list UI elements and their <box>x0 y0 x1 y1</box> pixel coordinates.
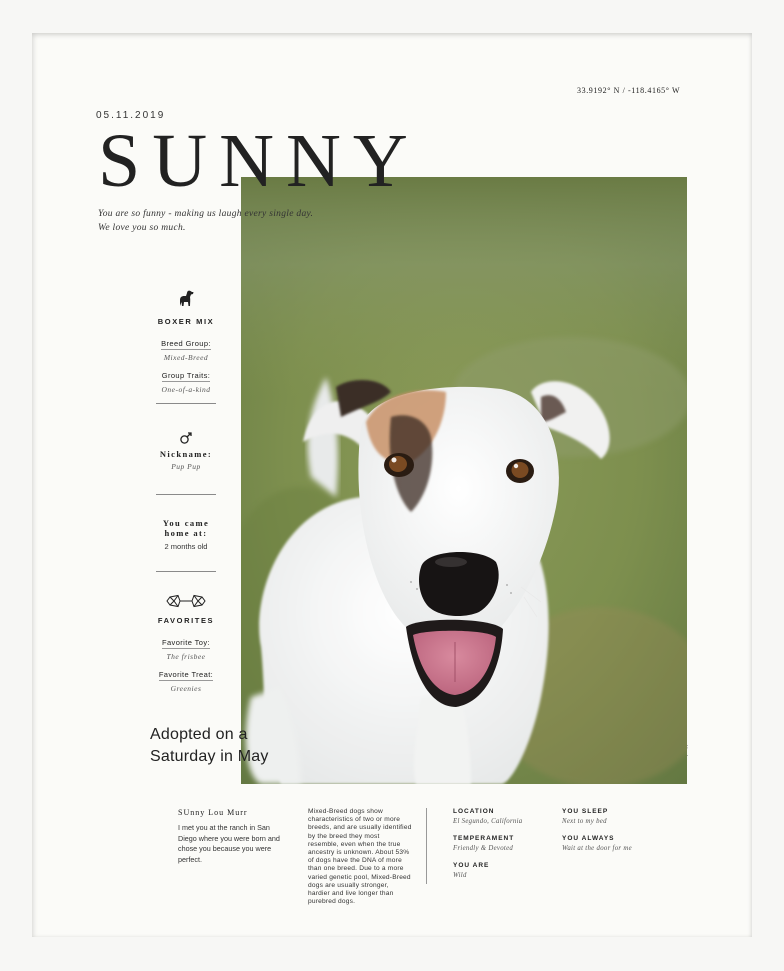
tagline <box>98 207 388 235</box>
dog-icon <box>177 289 195 307</box>
sidebar-divider <box>156 494 216 495</box>
fact-temperament <box>453 835 553 852</box>
favorites-heading: FAVORITES <box>157 616 215 625</box>
pet-name-title: SUNNY <box>98 119 420 203</box>
group-traits-value: One-of-a-kind <box>161 385 211 394</box>
breed-group-label: Breed Group: <box>161 339 211 348</box>
fact-you-sleep <box>562 808 672 825</box>
male-symbol-icon <box>179 431 193 445</box>
fact-location <box>453 808 553 825</box>
group-traits-label: Group Traits: <box>161 371 211 380</box>
nickname-heading: Nickname: <box>159 449 213 459</box>
home-heading-line-1: You came <box>162 518 210 528</box>
fact-value: Wait at the door for me <box>562 845 632 852</box>
bone-icon <box>166 594 206 608</box>
breed-heading: BOXER MIX <box>157 317 215 326</box>
favorite-treat-label: Favorite Treat: <box>158 670 214 679</box>
fact-label: TEMPERAMENT <box>453 835 515 842</box>
fact-you-are <box>453 862 553 879</box>
tagline-line-1: You are so funny - making us laugh every single day. <box>98 209 314 219</box>
fact-label: YOU ALWAYS <box>562 835 615 842</box>
personal-message: I met you at the ranch in San Diego where you were born and chose you because you were perfect. <box>178 823 280 864</box>
fact-you-always <box>562 835 672 852</box>
home-value: 2 months old <box>164 542 208 551</box>
favorite-treat-value: Greenies <box>170 684 202 693</box>
breed-description: Mixed-Breed dogs show characteristics of two or more breeds, and are usually identified by the breed they most resemble, even when the true ancestry is unknown. About 53% of dogs have the DNA of more than one breed. Due to a more varied genetic pool, Mixed-Breed dogs are usually stronger, hardier and live longer than purebred dogs. <box>308 808 412 906</box>
fact-value: Friendly & Devoted <box>453 845 514 852</box>
fact-value: Wild <box>453 872 467 879</box>
adopted-text <box>150 724 350 768</box>
sidebar-divider <box>156 571 216 572</box>
nickname-section <box>150 431 222 471</box>
home-heading-line-2: home at: <box>164 528 208 538</box>
vertical-divider <box>426 808 427 884</box>
fact-label: YOU ARE <box>453 862 490 869</box>
facts-column-2 <box>562 808 672 852</box>
tagline-line-2: We love you so much. <box>98 223 186 233</box>
fact-value: Next to my bed <box>562 818 607 825</box>
facts-column-1 <box>453 808 553 879</box>
fact-value: El Segundo, California <box>453 818 523 825</box>
nickname-value: Pup Pup <box>171 462 201 471</box>
coordinates: 33.9192° N / -118.4165° W <box>577 86 681 95</box>
breed-section <box>150 289 222 394</box>
favorites-section <box>150 594 222 693</box>
adopted-line-2: Saturday in May <box>150 748 269 765</box>
dog-photo <box>241 177 687 784</box>
fact-label: YOU SLEEP <box>562 808 609 815</box>
fact-label: LOCATION <box>453 808 495 815</box>
adopted-line-1: Adopted on a <box>150 726 248 743</box>
full-name: SUnny Lou Murr <box>178 808 248 817</box>
date-label: 05.11.2019 <box>96 110 166 121</box>
breed-group-value: Mixed-Breed <box>163 353 209 362</box>
sidebar-divider <box>156 403 216 404</box>
favorite-toy-label: Favorite Toy: <box>162 638 210 647</box>
favorite-toy-value: The frisbee <box>166 652 206 661</box>
home-section <box>150 518 222 551</box>
